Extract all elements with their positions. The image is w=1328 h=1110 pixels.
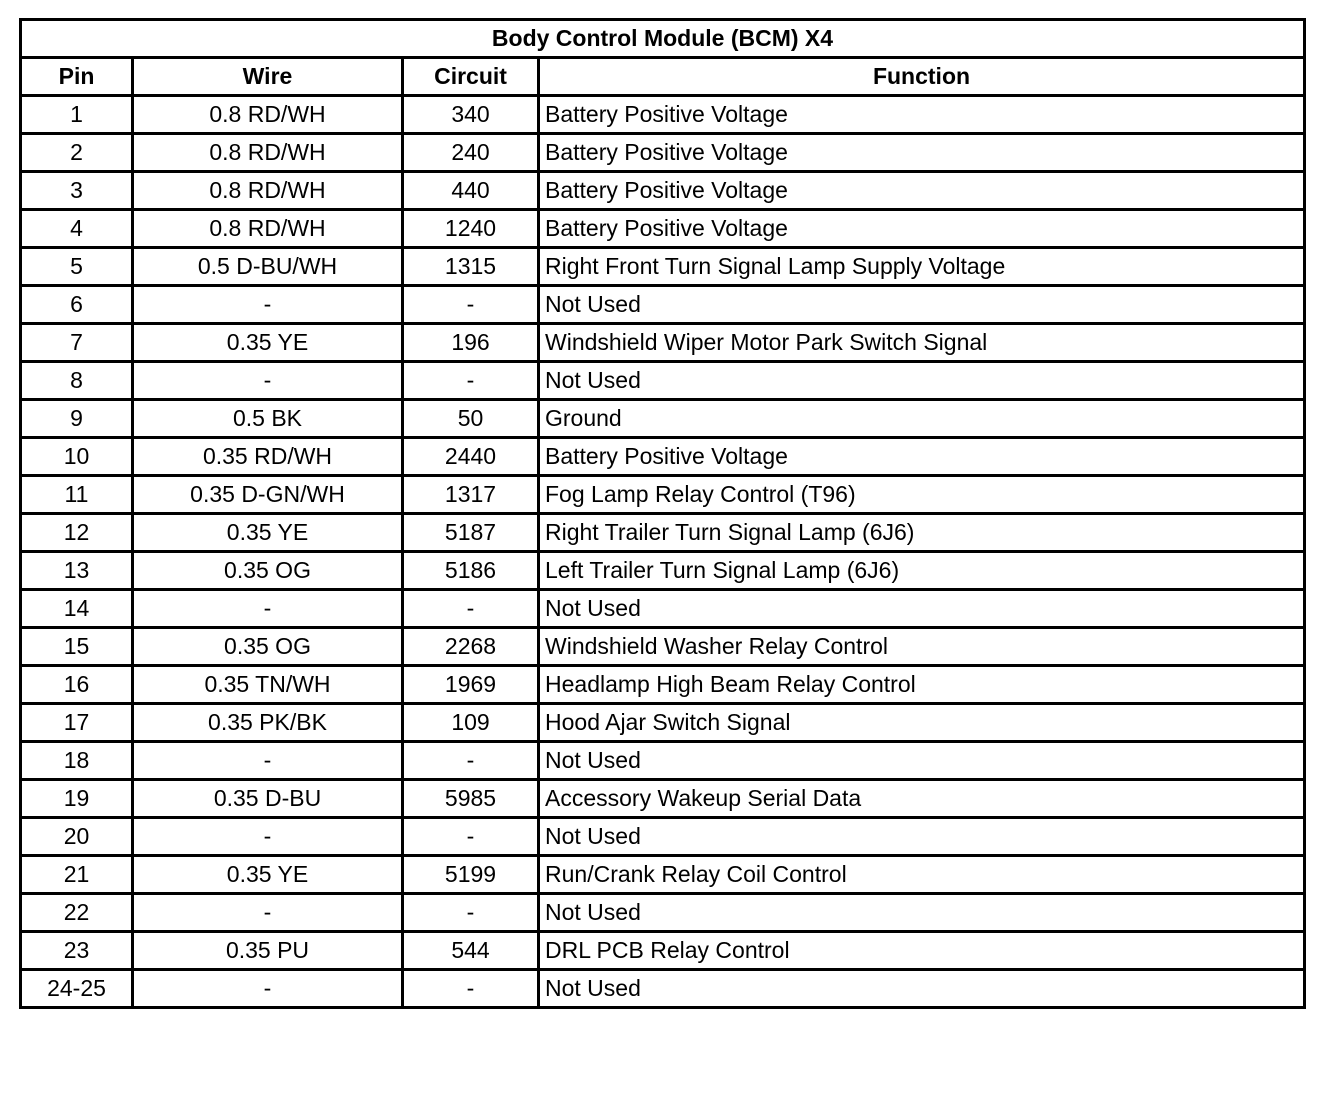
- circuit-cell: 5199: [403, 856, 539, 894]
- table-row: [21, 894, 1305, 932]
- function-cell: Run/Crank Relay Coil Control: [539, 856, 1305, 894]
- table-row: [21, 932, 1305, 970]
- pin-cell: 2: [21, 134, 133, 172]
- wire-cell: -: [133, 590, 403, 628]
- pin-cell: 15: [21, 628, 133, 666]
- circuit-cell: 196: [403, 324, 539, 362]
- pin-cell: 18: [21, 742, 133, 780]
- function-cell: Not Used: [539, 970, 1305, 1008]
- header-wire: Wire: [133, 58, 403, 96]
- circuit-cell: 240: [403, 134, 539, 172]
- table-row: [21, 286, 1305, 324]
- function-cell: Accessory Wakeup Serial Data: [539, 780, 1305, 818]
- table-row: [21, 400, 1305, 438]
- circuit-cell: 340: [403, 96, 539, 134]
- function-cell: Battery Positive Voltage: [539, 134, 1305, 172]
- function-cell: DRL PCB Relay Control: [539, 932, 1305, 970]
- function-cell: Not Used: [539, 894, 1305, 932]
- pin-cell: 5: [21, 248, 133, 286]
- wire-cell: -: [133, 286, 403, 324]
- function-cell: Not Used: [539, 362, 1305, 400]
- connector-pinout-table: [19, 18, 1306, 1009]
- table-row: [21, 628, 1305, 666]
- circuit-cell: 2440: [403, 438, 539, 476]
- function-cell: Not Used: [539, 286, 1305, 324]
- circuit-cell: 1315: [403, 248, 539, 286]
- function-cell: Left Trailer Turn Signal Lamp (6J6): [539, 552, 1305, 590]
- wire-cell: -: [133, 970, 403, 1008]
- pin-cell: 17: [21, 704, 133, 742]
- wire-cell: -: [133, 362, 403, 400]
- wire-cell: 0.35 OG: [133, 552, 403, 590]
- function-cell: Battery Positive Voltage: [539, 96, 1305, 134]
- wire-cell: 0.5 D-BU/WH: [133, 248, 403, 286]
- table-row: [21, 476, 1305, 514]
- table-body: [21, 96, 1305, 1008]
- wire-cell: 0.35 PK/BK: [133, 704, 403, 742]
- circuit-cell: 5187: [403, 514, 539, 552]
- table-title: Body Control Module (BCM) X4: [21, 20, 1305, 58]
- circuit-cell: 2268: [403, 628, 539, 666]
- pin-cell: 21: [21, 856, 133, 894]
- function-cell: Not Used: [539, 818, 1305, 856]
- wire-cell: 0.35 D-GN/WH: [133, 476, 403, 514]
- table-row: [21, 742, 1305, 780]
- pin-cell: 6: [21, 286, 133, 324]
- pin-cell: 11: [21, 476, 133, 514]
- table-row: [21, 210, 1305, 248]
- table-row: [21, 780, 1305, 818]
- pin-cell: 22: [21, 894, 133, 932]
- table-row: [21, 248, 1305, 286]
- pin-cell: 3: [21, 172, 133, 210]
- table-row: [21, 172, 1305, 210]
- pin-cell: 8: [21, 362, 133, 400]
- function-cell: Right Trailer Turn Signal Lamp (6J6): [539, 514, 1305, 552]
- circuit-cell: -: [403, 286, 539, 324]
- function-cell: Windshield Washer Relay Control: [539, 628, 1305, 666]
- circuit-cell: -: [403, 742, 539, 780]
- circuit-cell: 1317: [403, 476, 539, 514]
- function-cell: Not Used: [539, 742, 1305, 780]
- circuit-cell: 1240: [403, 210, 539, 248]
- pin-cell: 23: [21, 932, 133, 970]
- wire-cell: 0.8 RD/WH: [133, 134, 403, 172]
- circuit-cell: -: [403, 818, 539, 856]
- pin-cell: 19: [21, 780, 133, 818]
- circuit-cell: 440: [403, 172, 539, 210]
- pin-cell: 7: [21, 324, 133, 362]
- pin-cell: 9: [21, 400, 133, 438]
- table-row: [21, 134, 1305, 172]
- pin-cell: 10: [21, 438, 133, 476]
- circuit-cell: 50: [403, 400, 539, 438]
- pin-cell: 4: [21, 210, 133, 248]
- pin-cell: 24-25: [21, 970, 133, 1008]
- circuit-cell: 544: [403, 932, 539, 970]
- pin-cell: 1: [21, 96, 133, 134]
- function-cell: Not Used: [539, 590, 1305, 628]
- function-cell: Windshield Wiper Motor Park Switch Signal: [539, 324, 1305, 362]
- circuit-cell: 109: [403, 704, 539, 742]
- wire-cell: 0.35 D-BU: [133, 780, 403, 818]
- function-cell: Right Front Turn Signal Lamp Supply Voltage: [539, 248, 1305, 286]
- wire-cell: 0.5 BK: [133, 400, 403, 438]
- table-row: [21, 970, 1305, 1008]
- wire-cell: 0.35 YE: [133, 856, 403, 894]
- wire-cell: 0.35 YE: [133, 324, 403, 362]
- table-row: [21, 590, 1305, 628]
- wire-cell: -: [133, 742, 403, 780]
- table-row: [21, 856, 1305, 894]
- table-row: [21, 96, 1305, 134]
- circuit-cell: -: [403, 362, 539, 400]
- wire-cell: 0.8 RD/WH: [133, 172, 403, 210]
- table-row: [21, 704, 1305, 742]
- pin-cell: 14: [21, 590, 133, 628]
- table-row: [21, 438, 1305, 476]
- function-cell: Ground: [539, 400, 1305, 438]
- table-row: [21, 552, 1305, 590]
- header-pin: Pin: [21, 58, 133, 96]
- table-row: [21, 362, 1305, 400]
- circuit-cell: 1969: [403, 666, 539, 704]
- wire-cell: 0.8 RD/WH: [133, 96, 403, 134]
- circuit-cell: -: [403, 970, 539, 1008]
- header-function: Function: [539, 58, 1305, 96]
- circuit-cell: 5186: [403, 552, 539, 590]
- function-cell: Battery Positive Voltage: [539, 210, 1305, 248]
- wire-cell: 0.35 YE: [133, 514, 403, 552]
- circuit-cell: -: [403, 590, 539, 628]
- wire-cell: 0.35 OG: [133, 628, 403, 666]
- header-circuit: Circuit: [403, 58, 539, 96]
- function-cell: Battery Positive Voltage: [539, 438, 1305, 476]
- table-row: [21, 514, 1305, 552]
- function-cell: Headlamp High Beam Relay Control: [539, 666, 1305, 704]
- table-title-row: [21, 20, 1305, 58]
- wire-cell: 0.8 RD/WH: [133, 210, 403, 248]
- table-row: [21, 818, 1305, 856]
- function-cell: Battery Positive Voltage: [539, 172, 1305, 210]
- function-cell: Fog Lamp Relay Control (T96): [539, 476, 1305, 514]
- wire-cell: 0.35 TN/WH: [133, 666, 403, 704]
- pin-cell: 13: [21, 552, 133, 590]
- wire-cell: 0.35 PU: [133, 932, 403, 970]
- table-header-row: [21, 58, 1305, 96]
- pin-cell: 16: [21, 666, 133, 704]
- circuit-cell: 5985: [403, 780, 539, 818]
- table-row: [21, 324, 1305, 362]
- pin-cell: 12: [21, 514, 133, 552]
- pin-cell: 20: [21, 818, 133, 856]
- wire-cell: -: [133, 894, 403, 932]
- wire-cell: 0.35 RD/WH: [133, 438, 403, 476]
- wire-cell: -: [133, 818, 403, 856]
- table-row: [21, 666, 1305, 704]
- function-cell: Hood Ajar Switch Signal: [539, 704, 1305, 742]
- circuit-cell: -: [403, 894, 539, 932]
